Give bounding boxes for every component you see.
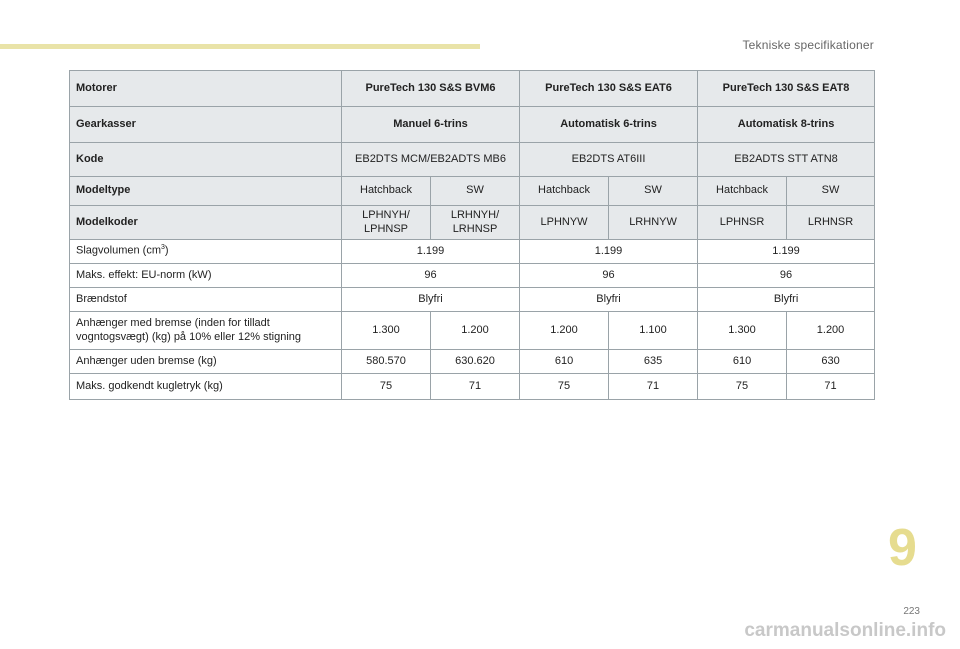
table-cell: 1.200	[431, 312, 520, 350]
label-line-2: vogntogsvægt) (kg) på 10% eller 12% stigning	[76, 330, 302, 343]
table-cell: 1.199	[520, 240, 698, 264]
row-label: Modeltype	[70, 177, 342, 206]
table-cell: 96	[520, 264, 698, 288]
table-cell: 1.300	[342, 312, 431, 350]
row-label: Brændstof	[70, 288, 342, 312]
table-cell: PureTech 130 S&S EAT6	[520, 71, 698, 107]
label-end: )	[164, 244, 169, 257]
table-cell: Blyfri	[342, 288, 520, 312]
table-cell: 96	[698, 264, 875, 288]
table-cell: 635	[609, 350, 698, 374]
table-cell: Blyfri	[698, 288, 875, 312]
row-type	[70, 177, 875, 206]
table-cell: 75	[698, 374, 787, 400]
row-trailer-unbraked	[70, 350, 875, 374]
table-cell: EB2DTS AT6III	[520, 143, 698, 177]
table-cell: LRHNSR	[787, 206, 875, 240]
table-cell: 1.300	[698, 312, 787, 350]
table-cell: 71	[787, 374, 875, 400]
table-cell: PureTech 130 S&S EAT8	[698, 71, 875, 107]
label-line-1: Anhænger med bremse (inden for tilladt	[76, 316, 270, 329]
row-label: Gearkasser	[70, 107, 342, 143]
row-label: Maks. effekt: EU-norm (kW)	[70, 264, 342, 288]
table-cell: SW	[431, 177, 520, 206]
table-cell: Automatisk 6-trins	[520, 107, 698, 143]
table-cell: LPHNYH/ LPHNSP	[342, 206, 431, 240]
table-cell: 610	[520, 350, 609, 374]
row-power	[70, 264, 875, 288]
table-cell: 630	[787, 350, 875, 374]
table-cell: Manuel 6-trins	[342, 107, 520, 143]
table-cell: LPHNSR	[698, 206, 787, 240]
row-label: Maks. godkendt kugletryk (kg)	[70, 374, 342, 400]
section-title: Tekniske specifikationer	[742, 38, 874, 52]
table-cell: Blyfri	[520, 288, 698, 312]
row-gear	[70, 107, 875, 143]
table-cell: LRHNYH/ LRHNSP	[431, 206, 520, 240]
table-cell: SW	[609, 177, 698, 206]
watermark: carmanualsonline.info	[744, 620, 946, 641]
table-cell: 96	[342, 264, 520, 288]
table-cell: 71	[431, 374, 520, 400]
row-label: Kode	[70, 143, 342, 177]
table-cell: Hatchback	[698, 177, 787, 206]
row-motor	[70, 71, 875, 107]
table-cell: 610	[698, 350, 787, 374]
row-code	[70, 143, 875, 177]
table-cell: 75	[342, 374, 431, 400]
table-cell: 630.620	[431, 350, 520, 374]
row-label: Anhænger uden bremse (kg)	[70, 350, 342, 374]
row-label: Modelkoder	[70, 206, 342, 240]
table-cell: 1.199	[342, 240, 520, 264]
table-cell: Hatchback	[342, 177, 431, 206]
spec-table	[69, 70, 875, 400]
row-label: Motorer	[70, 71, 342, 107]
label-main: Slagvolumen (cm	[76, 244, 161, 257]
row-volume	[70, 240, 875, 264]
table-cell: 580.570	[342, 350, 431, 374]
row-model-codes	[70, 206, 875, 240]
table-cell: 71	[609, 374, 698, 400]
table-cell: Automatisk 8-trins	[698, 107, 875, 143]
table-cell: 1.200	[787, 312, 875, 350]
table-cell: EB2DTS MCM/EB2ADTS MB6	[342, 143, 520, 177]
table-cell: PureTech 130 S&S BVM6	[342, 71, 520, 107]
label-superscript: 3	[160, 244, 165, 252]
row-label	[70, 312, 342, 350]
row-noseweight	[70, 374, 875, 400]
table-cell: EB2ADTS STT ATN8	[698, 143, 875, 177]
table-cell: SW	[787, 177, 875, 206]
table-cell: LPHNYW	[520, 206, 609, 240]
row-trailer-braked	[70, 312, 875, 350]
table-cell: 1.199	[698, 240, 875, 264]
table-cell: 75	[520, 374, 609, 400]
table-cell: 1.100	[609, 312, 698, 350]
chapter-number: 9	[888, 519, 917, 577]
page-number: 223	[903, 606, 920, 617]
row-fuel	[70, 288, 875, 312]
table-cell: 1.200	[520, 312, 609, 350]
row-label	[70, 240, 342, 264]
table-cell: LRHNYW	[609, 206, 698, 240]
table-cell: Hatchback	[520, 177, 609, 206]
header-accent-bar	[0, 44, 480, 49]
